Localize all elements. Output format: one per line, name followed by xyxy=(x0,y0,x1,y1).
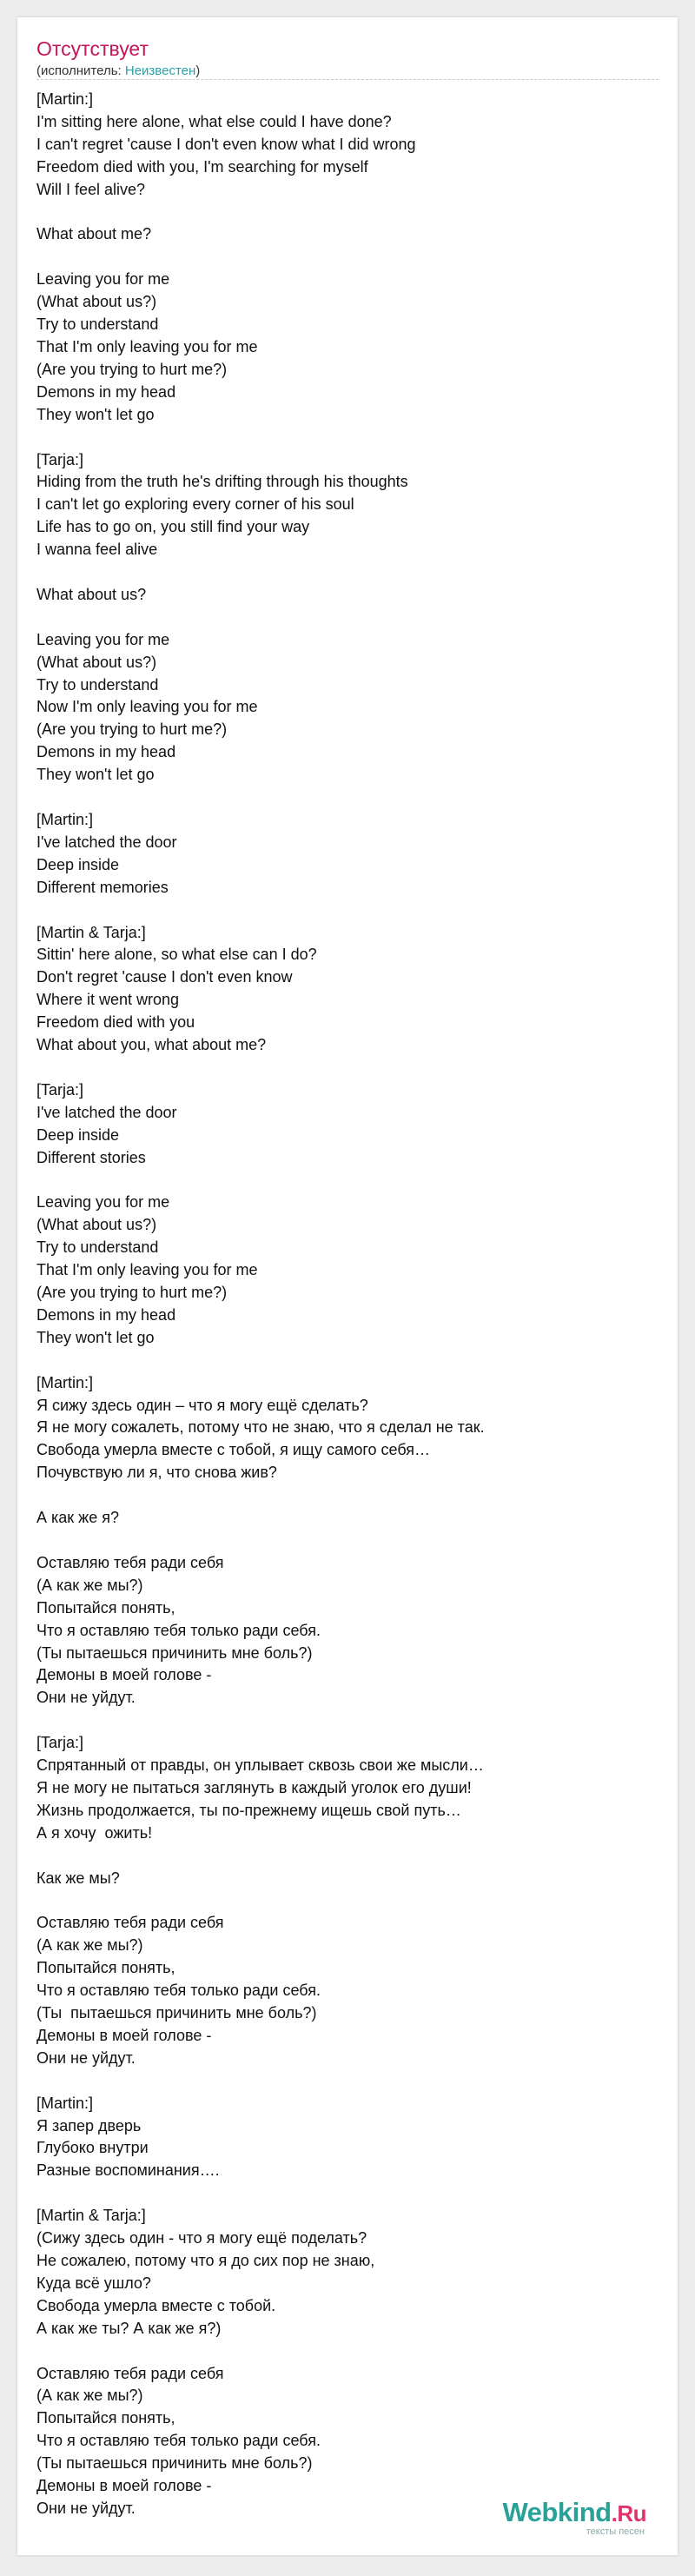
performer-line xyxy=(36,63,200,80)
lyrics-blank-line xyxy=(36,1350,662,1372)
lyrics-line: Они не уйдут. xyxy=(36,1689,136,1707)
lyrics-line: Will I feel alive? xyxy=(36,180,146,198)
lyrics-line: [Martin:] xyxy=(36,811,94,828)
lyrics-line: I wanna feel alive xyxy=(36,541,158,559)
lyrics-line: Демоны в моей голове - xyxy=(36,2026,212,2044)
lyrics-line: Demons in my head xyxy=(36,743,176,761)
lyrics-line: Оставляю тебя ради себя xyxy=(36,1553,224,1571)
lyrics-line: (А как же мы?) xyxy=(36,2387,143,2405)
lyrics-line: [Tarja:] xyxy=(36,1734,84,1752)
logo-tagline: тексты песен xyxy=(586,2526,645,2537)
song-title: Отсутствует xyxy=(36,37,149,60)
lyrics-line: (What about us?) xyxy=(36,1216,157,1234)
lyrics-blank-line xyxy=(36,1710,662,1732)
lyrics-line: Почувствую ли я, что снова жив? xyxy=(36,1464,277,1482)
lyrics-line: (What about us?) xyxy=(36,653,157,671)
lyrics-line: I've latched the door xyxy=(36,833,177,851)
lyrics-blank-line xyxy=(36,246,662,269)
lyrics-line: What about us? xyxy=(36,585,147,603)
logo-web: Web xyxy=(502,2497,558,2527)
lyrics-line: (Сижу здесь один - что я могу ещё поделать? xyxy=(36,2229,367,2247)
lyrics-line: Leaving you for me xyxy=(36,1193,170,1212)
lyrics-line: Different memories xyxy=(36,878,169,896)
header-divider xyxy=(36,79,659,80)
lyrics-line: Они не уйдут. xyxy=(36,2048,136,2067)
lyrics-blank-line xyxy=(36,1530,662,1552)
lyrics-line: (Ты пытаешься причинить мне боль?) xyxy=(36,2454,313,2473)
lyrics-card xyxy=(17,17,678,2555)
lyrics-blank-line xyxy=(36,202,662,224)
lyrics-blank-line xyxy=(36,1484,662,1507)
lyrics-line: Sittin' here alone, so what else can I do? xyxy=(36,946,317,964)
lyrics-line: Демоны в моей голове - xyxy=(36,1666,212,1684)
lyrics-line: Demons in my head xyxy=(36,1305,176,1324)
lyrics-line: Different stories xyxy=(36,1148,146,1166)
lyrics-line: (Ты пытаешься причинить мне боль?) xyxy=(36,1643,313,1662)
lyrics-line: А я хочу ожить! xyxy=(36,1823,153,1842)
lyrics-line: Я сижу здесь один – что я могу ещё сделать? xyxy=(36,1396,368,1414)
lyrics-line: [Tarja:] xyxy=(36,450,84,468)
lyrics-line: [Martin:] xyxy=(36,90,94,108)
lyrics-line: Don't regret 'cause I don't even know xyxy=(36,968,293,986)
lyrics-line: Куда всё ушло? xyxy=(36,2274,151,2292)
lyrics-blank-line xyxy=(36,1057,662,1079)
lyrics-line: А как же я? xyxy=(36,1509,119,1527)
lyrics-line: I can't let go exploring every corner of his soul xyxy=(36,495,354,514)
lyrics-line: Hiding from the truth he's drifting through his thoughts xyxy=(36,473,408,491)
logo-tld: .Ru xyxy=(611,2500,646,2526)
lyrics-line: Глубоко внутри xyxy=(36,2139,149,2157)
lyrics-blank-line xyxy=(36,2340,662,2363)
lyrics-line: I've latched the door xyxy=(36,1103,177,1121)
lyrics-blank-line xyxy=(36,787,662,809)
lyrics-line: [Martin & Tarja:] xyxy=(36,923,146,941)
lyrics-line: Я не могу не пытаться заглянуть в каждый уголок его души! xyxy=(36,1778,472,1796)
lyrics-line: Что я оставляю тебя только ради себя. xyxy=(36,1982,321,2000)
lyrics-line: Try to understand xyxy=(36,675,159,694)
lyrics-line: (What about us?) xyxy=(36,293,157,311)
lyrics-line: Freedom died with you, I'm searching for myself xyxy=(36,157,368,176)
performer-suffix: ) xyxy=(195,63,201,78)
webkind-logo[interactable] xyxy=(502,2499,646,2537)
lyrics-line: [Tarja:] xyxy=(36,1080,84,1099)
lyrics-blank-line xyxy=(36,2182,662,2205)
lyrics-line: Leaving you for me xyxy=(36,270,170,289)
lyrics-blank-line xyxy=(36,2070,662,2093)
lyrics-line: Leaving you for me xyxy=(36,630,170,648)
lyrics-line: [Martin & Tarja:] xyxy=(36,2207,146,2225)
lyrics-text xyxy=(36,89,662,2520)
lyrics-line: Они не уйдут. xyxy=(36,2499,136,2517)
lyrics-line: Demons in my head xyxy=(36,382,176,401)
lyrics-line: Оставляю тебя ради себя xyxy=(36,1914,224,1932)
lyrics-line: Where it went wrong xyxy=(36,991,180,1009)
lyrics-line: (Are you trying to hurt me?) xyxy=(36,1284,228,1302)
lyrics-line: Свобода умерла вместе с тобой. xyxy=(36,2296,276,2314)
lyrics-line: They won't let go xyxy=(36,1328,155,1346)
performer-link[interactable]: Неизвестен xyxy=(124,63,196,78)
lyrics-blank-line xyxy=(36,900,662,922)
lyrics-line: Жизнь продолжается, ты по-прежнему ищешь свой путь… xyxy=(36,1801,461,1819)
lyrics-line: Я не могу сожалеть, потому что не знаю, что я сделал не так. xyxy=(36,1418,485,1437)
lyrics-line: Попытайся понять, xyxy=(36,1598,175,1617)
lyrics-line: Deep inside xyxy=(36,855,120,873)
lyrics-line: Deep inside xyxy=(36,1125,120,1144)
lyrics-line: (А как же мы?) xyxy=(36,1936,143,1955)
lyrics-blank-line xyxy=(36,1845,662,1868)
lyrics-line: Попытайся понять, xyxy=(36,2409,175,2427)
lyrics-line: Демоны в моей голове - xyxy=(36,2477,212,2495)
lyrics-blank-line xyxy=(36,1890,662,1913)
lyrics-line: Разные воспоминания…. xyxy=(36,2161,220,2180)
lyrics-line: (Are you trying to hurt me?) xyxy=(36,720,228,739)
lyrics-line: Life has to go on, you still find your way xyxy=(36,518,310,536)
lyrics-blank-line xyxy=(36,427,662,449)
lyrics-line: Свобода умерла вместе с тобой, я ищу самого себя… xyxy=(36,1441,430,1459)
lyrics-line: Не сожалею, потому что я до сих пор не знаю, xyxy=(36,2252,375,2269)
lyrics-line: Now I'm only leaving you for me xyxy=(36,698,258,716)
lyrics-line: Try to understand xyxy=(36,315,159,334)
lyrics-line: [Martin:] xyxy=(36,1373,94,1391)
lyrics-line: What about me? xyxy=(36,225,152,243)
lyrics-line: Я запер дверь xyxy=(36,2116,142,2134)
lyrics-line: Try to understand xyxy=(36,1238,159,1257)
lyrics-line: [Martin:] xyxy=(36,2094,94,2112)
lyrics-line: Как же мы? xyxy=(36,1869,120,1887)
lyrics-line: Что я оставляю тебя только ради себя. xyxy=(36,1621,321,1639)
lyrics-line: (А как же мы?) xyxy=(36,1576,143,1594)
lyrics-line: That I'm only leaving you for me xyxy=(36,1261,258,1279)
lyrics-line: А как же ты? А как же я?) xyxy=(36,2319,222,2337)
lyrics-line: They won't let go xyxy=(36,405,155,423)
lyrics-line: Спрятанный от правды, он уплывает сквозь свои же мысли… xyxy=(36,1756,484,1775)
lyrics-line: Попытайся понять, xyxy=(36,1959,175,1977)
lyrics-line: Оставляю тебя ради себя xyxy=(36,2364,224,2382)
performer-prefix: (исполнитель: xyxy=(36,63,125,78)
lyrics-line: Freedom died with you xyxy=(36,1013,195,1032)
lyrics-line: They won't let go xyxy=(36,766,155,784)
lyrics-blank-line xyxy=(36,607,662,629)
lyrics-line: What about you, what about me? xyxy=(36,1036,267,1054)
lyrics-blank-line xyxy=(36,1170,662,1192)
lyrics-line: (Are you trying to hurt me?) xyxy=(36,360,228,378)
lyrics-line: That I'm only leaving you for me xyxy=(36,337,258,355)
logo-kind: kind xyxy=(557,2497,612,2527)
lyrics-blank-line xyxy=(36,561,662,584)
lyrics-line: (Ты пытаешься причинить мне боль?) xyxy=(36,2004,317,2022)
lyrics-line: I'm sitting here alone, what else could I have done? xyxy=(36,112,392,130)
lyrics-line: I can't regret 'cause I don't even know what I did wrong xyxy=(36,135,416,153)
lyrics-line: Что я оставляю тебя только ради себя. xyxy=(36,2432,321,2450)
